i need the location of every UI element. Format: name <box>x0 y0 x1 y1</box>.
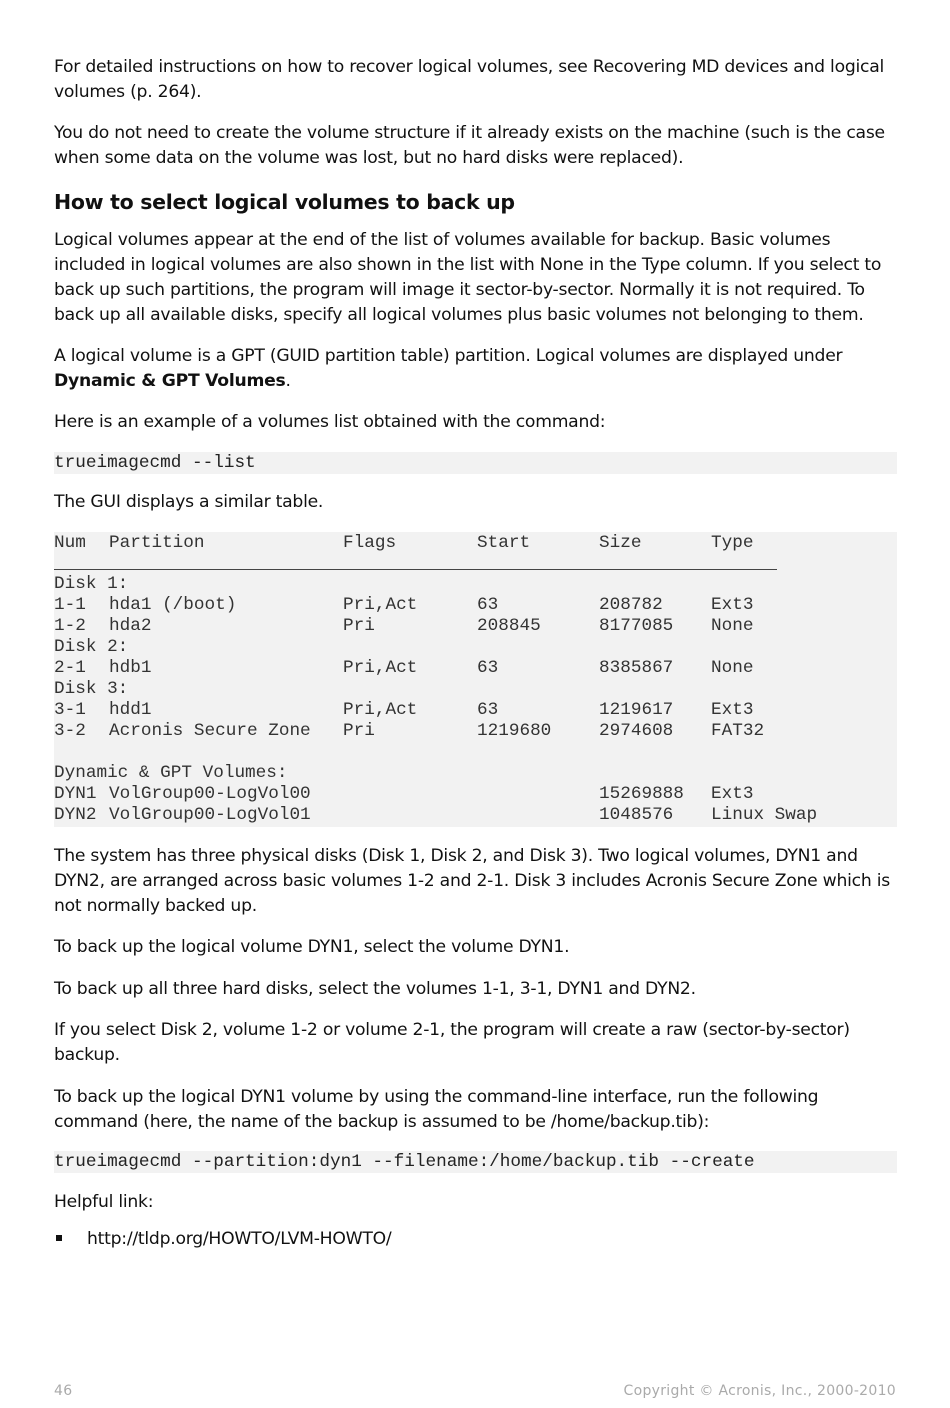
gpt-text-end: . <box>285 371 291 391</box>
table-row <box>54 616 897 637</box>
cell-type: FAT32 <box>711 721 765 741</box>
cell-start: 63 <box>477 700 499 720</box>
cell-size: 8385867 <box>599 658 674 678</box>
table-row <box>54 637 897 658</box>
cell-num: Disk 2: <box>54 637 129 657</box>
table-row <box>54 658 897 679</box>
cell-type: Linux Swap <box>711 805 818 825</box>
cell-num: Disk 1: <box>54 574 129 594</box>
cell-type: Ext3 <box>711 595 754 615</box>
cell-num: 3-2 <box>54 721 86 741</box>
cell-type: None <box>711 616 754 636</box>
section-heading: How to select logical volumes to back up <box>54 190 515 214</box>
bullet-square-icon <box>56 1235 62 1241</box>
cell-flags: Pri <box>343 721 375 741</box>
helpful-link-url[interactable]: http://tldp.org/HOWTO/LVM-HOWTO/ <box>87 1229 392 1249</box>
cell-size: 15269888 <box>599 784 684 804</box>
cell-size: 208782 <box>599 595 663 615</box>
cell-num: Num <box>54 533 86 553</box>
table-header-row <box>54 533 897 554</box>
cell-start: 208845 <box>477 616 541 636</box>
cell-num: DYN2 <box>54 805 97 825</box>
cell-num: 1-1 <box>54 595 86 615</box>
cell-size: Size <box>599 533 642 553</box>
cell-num: DYN1 <box>54 784 97 804</box>
cell-type: Type <box>711 533 754 553</box>
cell-flags: Pri <box>343 616 375 636</box>
paragraph-volume-structure: You do not need to create the volume structure if it already exists on the machine (such is the case when some data on the volume was lost, but no hard disks were replaced). <box>54 123 885 168</box>
paragraph-gui-similar: The GUI displays a similar table. <box>54 492 324 512</box>
table-row <box>54 742 897 763</box>
cell-partition: hda2 <box>109 616 152 636</box>
cell-partition: hdb1 <box>109 658 152 678</box>
table-row <box>54 805 897 826</box>
table-row <box>54 763 897 784</box>
paragraph-example-intro: Here is an example of a volumes list obtained with the command: <box>54 412 606 432</box>
volumes-table <box>54 532 897 827</box>
cell-partition: VolGroup00-LogVol00 <box>109 784 311 804</box>
paragraph-raw-backup: If you select Disk 2, volume 1-2 or volume 2-1, the program will create a raw (sector-by-sector) backup. <box>54 1020 850 1065</box>
cell-num: 1-2 <box>54 616 86 636</box>
cell-flags: Pri,Act <box>343 658 418 678</box>
paragraph-backup-all-disks: To back up all three hard disks, select the volumes 1-1, 3-1, DYN1 and DYN2. <box>54 979 696 999</box>
paragraph-cli-backup: To back up the logical DYN1 volume by using the command-line interface, run the following command (here, the name of the backup is assumed to be /home/backup.tib): <box>54 1087 819 1132</box>
copyright-notice: Copyright © Acronis, Inc., 2000-2010 <box>623 1383 896 1399</box>
gpt-text-start: A logical volume is a GPT (GUID partition table) partition. Logical volumes are displayed under <box>54 346 843 366</box>
cell-type: Ext3 <box>711 700 754 720</box>
table-row <box>54 679 897 700</box>
cell-num: 2-1 <box>54 658 86 678</box>
cell-flags: Pri,Act <box>343 595 418 615</box>
cell-flags: Pri,Act <box>343 700 418 720</box>
cell-partition: Acronis Secure Zone <box>109 721 311 741</box>
paragraph-logical-volumes-list: Logical volumes appear at the end of the list of volumes available for backup. Basic volumes included in logical volumes are also shown in the list with None in the Type column. If you select to back up such partitions, the program will image it sector-by-sector. Normally it is not required. To back up all available disks, specify all logical volumes plus basic volumes not belonging to them. <box>54 230 882 325</box>
cell-start: 63 <box>477 658 499 678</box>
paragraph-helpful-link: Helpful link: <box>54 1192 154 1212</box>
paragraph-system-disks: The system has three physical disks (Disk 1, Disk 2, and Disk 3). Two logical volumes, DYN1 and DYN2, are arranged across basic volumes 1-2 and 2-1. Disk 3 includes Acronis Secure Zone which is not normally backed up. <box>54 846 890 916</box>
cell-start: 1219680 <box>477 721 552 741</box>
table-row <box>54 700 897 721</box>
cell-num: 3-1 <box>54 700 86 720</box>
table-row <box>54 784 897 805</box>
cell-type: Ext3 <box>711 784 754 804</box>
cell-type: None <box>711 658 754 678</box>
cell-size: 1219617 <box>599 700 674 720</box>
table-header-rule <box>54 569 777 570</box>
cell-size: 1048576 <box>599 805 674 825</box>
table-row <box>54 574 897 595</box>
cell-num: Disk 3: <box>54 679 129 699</box>
cell-partition: Partition <box>109 533 205 553</box>
cell-partition: VolGroup00-LogVol01 <box>109 805 311 825</box>
cell-partition: hdd1 <box>109 700 152 720</box>
paragraph-gpt-definition <box>54 344 897 394</box>
table-row <box>54 721 897 742</box>
cell-start: 63 <box>477 595 499 615</box>
cell-flags: Flags <box>343 533 397 553</box>
cell-size: 2974608 <box>599 721 674 741</box>
paragraph-recover-reference: For detailed instructions on how to recover logical volumes, see Recovering MD devices and logical volumes (p. 264). <box>54 57 885 102</box>
paragraph-backup-dyn1: To back up the logical volume DYN1, select the volume DYN1. <box>54 937 570 957</box>
cell-size: 8177085 <box>599 616 674 636</box>
gpt-text-bold: Dynamic & GPT Volumes <box>54 371 286 391</box>
cell-num: Dynamic & GPT Volumes: <box>54 763 288 783</box>
cell-partition: hda1 (/boot) <box>109 595 237 615</box>
page-number: 46 <box>54 1383 73 1399</box>
table-row <box>54 595 897 616</box>
code-block-create-command: trueimagecmd --partition:dyn1 --filename:/home/backup.tib --create <box>54 1151 897 1173</box>
code-block-list-command: trueimagecmd --list <box>54 452 897 474</box>
cell-start: Start <box>477 533 531 553</box>
